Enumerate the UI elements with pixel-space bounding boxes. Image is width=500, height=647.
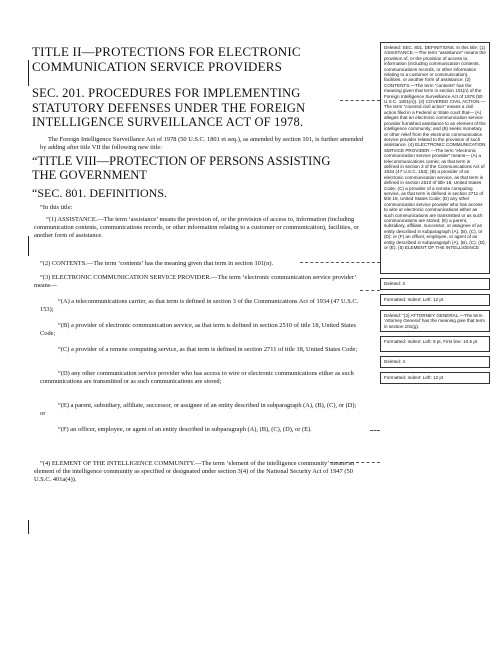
revision-balloon-formatted[interactable] bbox=[380, 372, 490, 384]
comment-leader bbox=[330, 462, 380, 463]
comment-leader bbox=[300, 262, 380, 263]
balloon-text: Formatted: Indent: Left: 12 pt bbox=[384, 375, 444, 380]
def-ecsp-a: “(A) a telecommunications carrier, as that term is defined in section 3 of the Communications Act of 1934 (47 U.S.C. 153); bbox=[40, 298, 359, 313]
title-line-1: TITLE II—PROTECTIONS FOR ELECTRONIC bbox=[32, 44, 301, 59]
change-bar bbox=[28, 520, 29, 534]
sec201-line-1: SEC. 201. PROCEDURES FOR IMPLEMENTING bbox=[32, 86, 301, 100]
title-ii-heading bbox=[32, 44, 372, 74]
revision-balloon-deleted[interactable] bbox=[380, 356, 490, 368]
sec-801-heading: “SEC. 801. DEFINITIONS. bbox=[32, 186, 167, 200]
title-line-2: COMMUNICATION SERVICE PROVIDERS bbox=[32, 59, 283, 74]
change-bar bbox=[28, 236, 29, 256]
balloon-text: Formatted: Indent: Left: 12 pt bbox=[384, 297, 444, 302]
revision-balloon-deleted[interactable] bbox=[380, 42, 490, 274]
sec-201-heading bbox=[32, 86, 372, 130]
title-viii-heading bbox=[32, 154, 372, 182]
balloon-text: Deleted: “(2) ATTORNEY GENERAL.—The term ‘Attorney General’ has the meaning give that term in section 101(g). bbox=[384, 313, 485, 329]
balloon-text: Formatted: Indent: Left: 9 pt, First line: 10.5 pt bbox=[384, 339, 478, 344]
revision-balloon-deleted[interactable] bbox=[380, 310, 490, 332]
def-ecsp-d: “(D) any other communication service provider who has access to wire or electronic communications either as such communications are transmitted or as such communications are stored; bbox=[40, 370, 354, 385]
def-ecsp-e: “(E) a parent, subsidiary, affiliate, successor, or assignee of an entity described in subparagraph (A), (B), (C), or (D); or bbox=[40, 402, 357, 417]
revision-balloon-deleted[interactable] bbox=[380, 278, 490, 290]
balloon-text: Deleted: SEC. 801. DEFINITIONS. In this title: (1) ASSISTANCE.—The term “assistance” means the provision of, or the provision of access to, information (including communication contents, communications records, or other information relating to a customer or communication), facilities, or another form of assistance. (2) CONTENTS.—The term “contents” has the meaning given that term in section 101(n) of the Foreign Intelligence Surveillance Act of 1978 (50 U.S.C. 1801(n)). (3) COVERED CIVIL ACTION.—The term “covered civil action” means a civil action filed in a Federal or State court that— (A) alleges that an electronic communication service provider furnished assistance to an element of the intelligence community; and (B) seeks monetary or other relief from the electronic communication service provider related to the provision of such assistance. (4) ELECTRONIC COMMUNICATION SERVICE PROVIDER.—The term “electronic communication service provider” means— (A) a telecommunications carrier, as that term is defined in section 3 of the Communications Act of 1934 (47 U.S.C. 153); (B) a provider of an electronic communication service, as that term is defined in section 2510 of title 18, United States Code; (C) a provider of a remote computing service, as that term is defined in section 2711 of title 18, United States Code; (D) any other communication service provider who has access to wire or electronic communications either as such communications are transmitted or as such communications are stored; (E) a parent, subsidiary, affiliate, successor, or assignee of an entity described in subparagraph (A), (B), (C), or (D); or (F) an officer, employee, or agent of an entity described in subparagraph (A), (B), (C), (D), or (E). (5) ELEMENT OF THE INTELLIGENCE bbox=[384, 45, 486, 251]
comment-leader bbox=[360, 290, 380, 291]
change-bar bbox=[28, 60, 29, 86]
def-ecsp: “(3) ELECTRONIC COMMUNICATION SERVICE PROVIDER.—The term ‘electronic communication service provider’ means— bbox=[34, 274, 356, 289]
title8-line-1: “TITLE VIII—PROTECTION OF PERSONS ASSISTING bbox=[32, 154, 331, 168]
comment-leader bbox=[370, 430, 380, 431]
revision-balloon-formatted[interactable] bbox=[380, 294, 490, 306]
def-element: “(4) ELEMENT OF THE INTELLIGENCE COMMUNITY.—The term ‘element of the intelligence community’ means an element of the intelligence community as specified or designated under section 3(4) of the National Security Act of 1947 (50 U.S.C. 401a(4)). bbox=[34, 460, 355, 483]
in-this-title: “In this title: bbox=[40, 204, 73, 211]
sec201-line-2: STATUTORY DEFENSES UNDER THE FOREIGN bbox=[32, 100, 306, 115]
revision-balloon-formatted[interactable] bbox=[380, 336, 490, 352]
def-ecsp-b: “(B) a provider of electronic communication service, as that term is defined in section 2510 of title 18, United States Code; bbox=[40, 322, 356, 337]
balloon-text: Deleted: 4 bbox=[384, 359, 405, 364]
def-ecsp-c: “(C) a provider of a remote computing service, as that term is defined in section 2711 of title 18, United States Code; bbox=[58, 346, 358, 353]
title8-line-2: THE GOVERNMENT bbox=[32, 168, 147, 182]
def-ecsp-f: “(F) an officer, employee, or agent of an entity described in subparagraph (A), (B), (C), (D), or (E). bbox=[58, 426, 312, 433]
def-assistance: “(1) ASSISTANCE.—The term ‘assistance’ means the provision of, or the provision of access to, information (including communication contents, communications records, or other information relating to a customer or communication), facilities, or another form of assistance. bbox=[34, 216, 359, 239]
intro-paragraph: The Foreign Intelligence Surveillance Act of 1978 (50 U.S.C. 1801 et seq.), as amended by section 101, is further amended by adding after title VII the following new title: bbox=[40, 136, 364, 151]
comment-leader bbox=[340, 100, 380, 101]
sec201-line-3: INTELLIGENCE SURVEILLANCE ACT OF 1978. bbox=[32, 115, 304, 129]
balloon-text: Deleted: 3 bbox=[384, 281, 405, 286]
def-contents: “(2) CONTENTS.—The term ‘contents’ has the meaning given that term in section 101(n). bbox=[40, 260, 274, 267]
